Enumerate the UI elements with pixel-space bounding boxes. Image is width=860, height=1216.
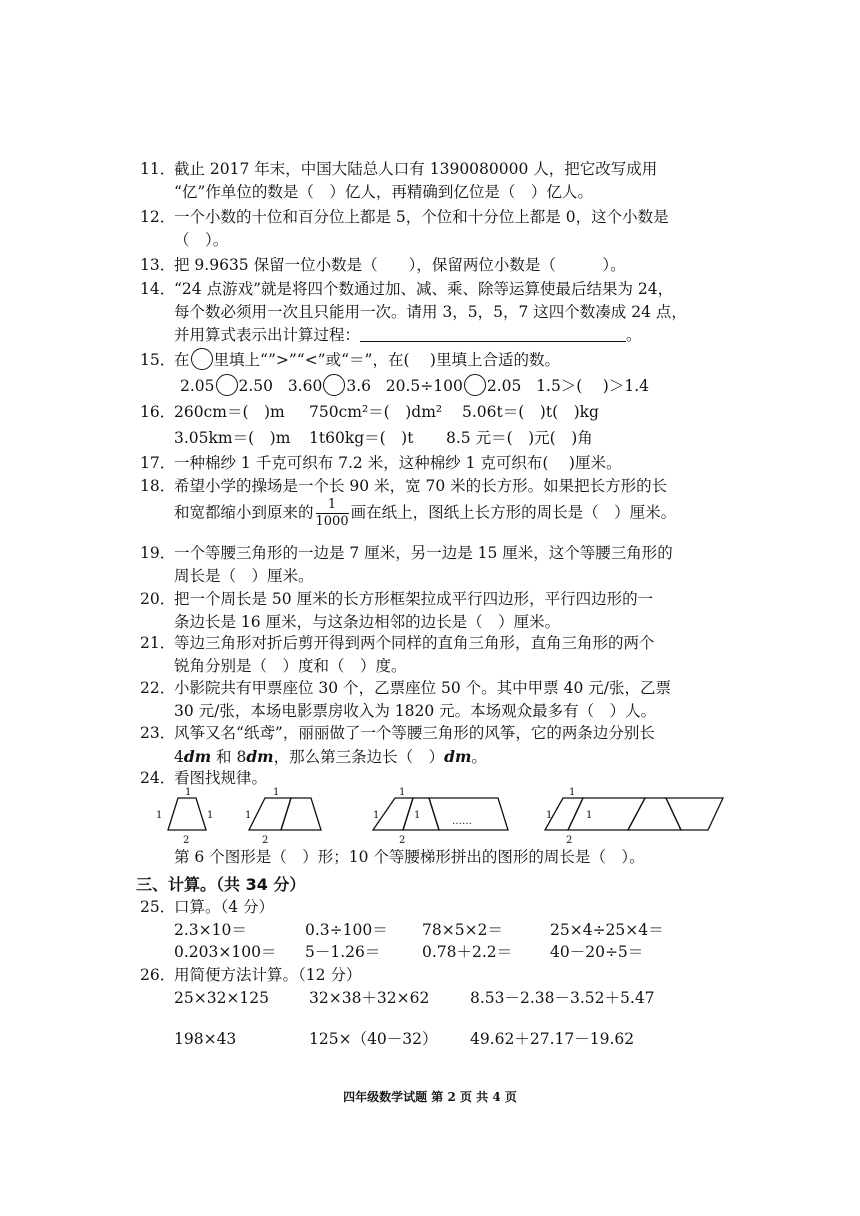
svg-text:1: 1 xyxy=(245,810,252,821)
mental-math-item: 0.3÷100＝ xyxy=(305,921,388,939)
svg-text:2: 2 xyxy=(566,835,573,846)
svg-text:2: 2 xyxy=(262,835,269,846)
question-18: 18．希望小学的操场是一个长 90 米，宽 70 米的长方形。如果把长方形的长 xyxy=(140,477,668,495)
mental-math-item: 0.203×100＝ xyxy=(174,943,277,961)
svg-text:1: 1 xyxy=(586,810,593,821)
compare-circle-icon[interactable] xyxy=(323,374,345,396)
mental-math-item: 2.3×10＝ xyxy=(174,921,247,939)
svg-text:1: 1 xyxy=(273,787,280,798)
mental-math-item: 78×5×2＝ xyxy=(422,921,503,939)
trapezoid-shape xyxy=(281,798,321,830)
trapezoid-pattern-figure xyxy=(150,784,730,846)
mental-math-item: 25×4÷25×4＝ xyxy=(550,921,664,939)
trapezoid-shape xyxy=(168,798,206,830)
trapezoid-shape xyxy=(249,798,291,830)
question-number: 11． xyxy=(140,160,176,178)
calc-item: 25×32×125 xyxy=(174,989,270,1007)
conversion-item: 1t60kg＝( )t xyxy=(309,429,414,447)
question-11: 11．截止 2017 年末，中国大陆总人口有 1390080000 人，把它改写成用 “亿”作单位的数是（ ）亿人，再精确到亿位是（ ）亿人。 xyxy=(140,160,658,201)
question-22: 22．小影院共有甲票座位 30 个，乙票座位 50 个。其中甲票 40 元/张，乙票 30 元/张，本场电影票房收入为 1820 元。本场观众最多有（ ）人。 xyxy=(140,679,671,720)
question-17: 17．一种棉纱 1 千克可织布 7.2 米，这种棉纱 1 克可织布( )厘米。 xyxy=(140,454,622,472)
mental-math-item: 5－1.26＝ xyxy=(305,943,381,961)
question-23: 23．风筝又名“纸鸢”，丽丽做了一个等腰三角形的风筝，它的两条边分别长 4dm 和 8dm，那么第三条边长（ ）dm。 xyxy=(140,724,655,766)
calc-item: 49.62＋27.17－19.62 xyxy=(470,1030,635,1048)
compare-circle-icon[interactable] xyxy=(464,374,486,396)
label-top: 1 xyxy=(185,787,192,798)
question-13: 13．把 9.9635 保留一位小数是（ ），保留两位小数是（ ）。 xyxy=(140,256,626,274)
trapezoid-shape xyxy=(666,798,723,830)
conversion-item: 5.06t＝( )t( )kg xyxy=(462,403,599,421)
question-16: 16． xyxy=(140,403,176,421)
page-footer: 四年级数学试题 第 2 页 共 4 页 xyxy=(343,1090,517,1104)
question-15-items: 2.05 2.50 3.60 3.6 20.5÷100 2.05 1.5＞( )＞1.4 xyxy=(180,374,649,397)
label-left: 1 xyxy=(156,810,163,821)
question-19: 19．一个等腰三角形的一边是 7 厘米，另一边是 15 厘米，这个等腰三角形的 周长是（ ）厘米。 xyxy=(140,544,673,585)
svg-text:2: 2 xyxy=(399,835,406,846)
conversion-item: 3.05km＝( )m xyxy=(174,429,291,447)
question-20: 20．把一个周长是 50 厘米的长方形框架拉成平行四边形，平行四边形的一 条边长是 16 厘米，与这条边相邻的边长是（ ）厘米。 xyxy=(140,590,654,631)
mental-math-item: 40－20÷5＝ xyxy=(550,943,644,961)
svg-text:1: 1 xyxy=(546,810,553,821)
section-title: 三、计算。（共 34 分） xyxy=(136,875,306,894)
trapezoid-shape xyxy=(568,798,645,830)
question-12: 12．一个小数的十位和百分位上都是 5，个位和十分位上都是 0，这个小数是 （ ）。 xyxy=(140,208,669,249)
calc-item: 8.53－2.38－3.52＋5.47 xyxy=(470,989,655,1007)
fraction: $\frac{1}{1000}$ xyxy=(315,497,349,529)
answer-blank-line[interactable] xyxy=(360,325,626,342)
question-24: 24．看图找规律。 xyxy=(140,769,268,787)
conversion-item: 8.5 元＝( )元( )角 xyxy=(446,429,593,447)
conversion-item: 260cm＝( )m xyxy=(174,403,285,421)
question-24-answer-line: 第 6 个图形是（ ）形；10 个等腰梯形拼出的图形的周长是（ ）。 xyxy=(174,848,645,866)
question-21: 21．等边三角形对折后剪开得到两个同样的直角三角形，直角三角形的两个 锐角分别是（ ）度和（ ）度。 xyxy=(140,634,655,675)
question-26: 26．用简便方法计算。（12 分） xyxy=(140,966,362,984)
svg-text:1: 1 xyxy=(399,787,406,798)
conversion-item: 750cm²＝( )dm² xyxy=(309,403,443,421)
question-15: 15．在 里填上“”>”“<”或“＝”，在( )里填上合适的数。 xyxy=(140,348,730,372)
dots-label: …… xyxy=(452,816,472,827)
svg-text:1: 1 xyxy=(414,810,421,821)
calc-item: 32×38＋32×62 xyxy=(309,989,430,1007)
question-25: 25．口算。（4 分） xyxy=(140,898,275,916)
compare-circle-icon xyxy=(191,348,213,370)
compare-circle-icon[interactable] xyxy=(216,374,238,396)
mental-math-item: 0.78＋2.2＝ xyxy=(422,943,513,961)
calc-item: 198×43 xyxy=(174,1030,237,1048)
svg-text:1: 1 xyxy=(373,810,380,821)
question-14: 14．“24 点游戏”就是将四个数通过加、减、乘、除等运算使最后结果为 24， 每个数必须用一次且只能用一次。请用 3，5，5，7 这四个数凑成 24 点， 并用算式表示出计算过程： 。 xyxy=(140,280,687,344)
svg-text:1: 1 xyxy=(569,787,576,798)
label-bottom: 2 xyxy=(183,835,190,846)
label-right: 1 xyxy=(207,810,214,821)
question-18-line2: 和宽都缩小到原来的 $\frac{1}{1000}$ 画在纸上，图纸上长方形的周长是（ ）厘米。 xyxy=(174,497,677,529)
calc-item: 125×（40－32） xyxy=(309,1030,438,1048)
